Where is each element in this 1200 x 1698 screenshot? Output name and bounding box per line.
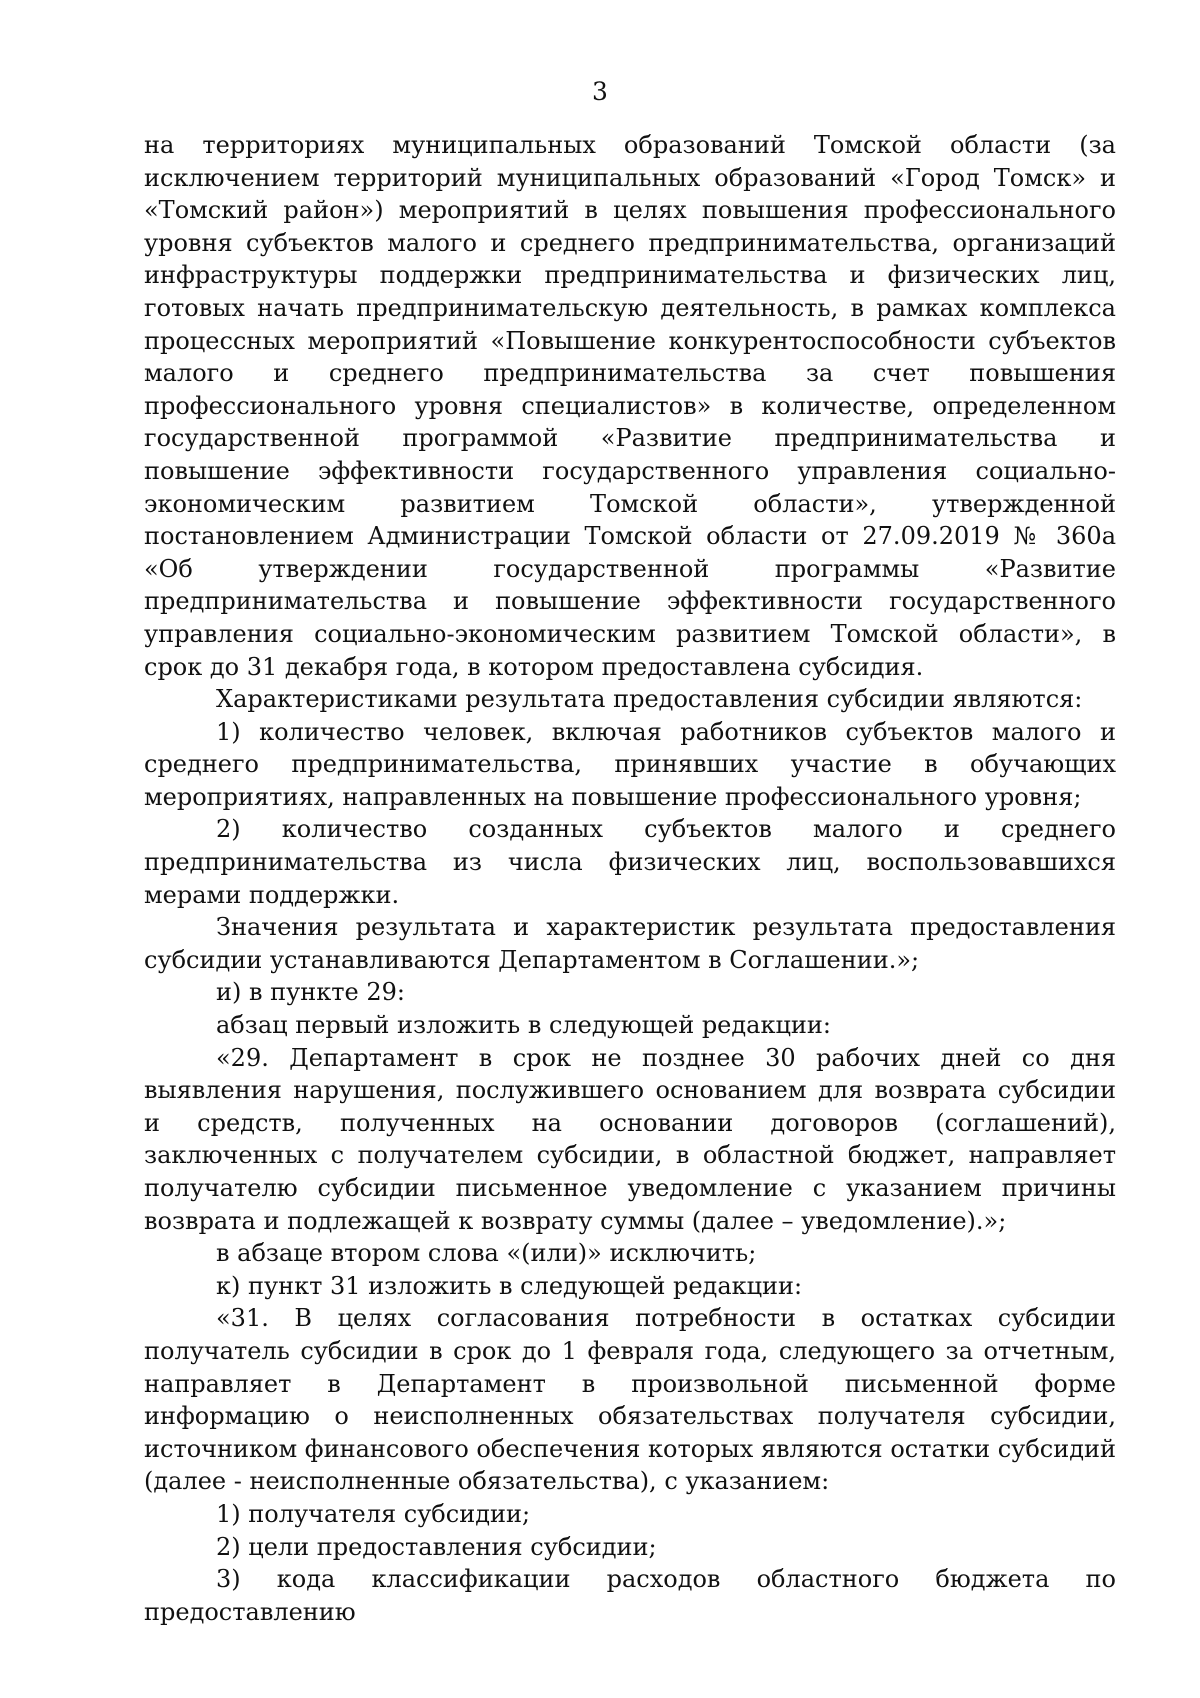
- paragraph-second-abzac: в абзаце втором слова «(или)» исключить;: [216, 1239, 757, 1268]
- paragraph-list-3: 3) кода классификации расходов областного бюджета по предоставлению: [144, 1565, 1116, 1626]
- paragraph-values: Значения результата и характеристик результата предоставления субсидии устанавливаются Департаментом в Соглашении.»;: [144, 913, 1116, 974]
- paragraph-characteristics-intro: Характеристиками результата предоставления субсидии являются:: [216, 685, 1083, 714]
- paragraph-item-i: и) в пункте 29:: [216, 978, 405, 1007]
- paragraph-continuation: на территориях муниципальных образований Томской области (за исключением территорий муниципальных образований «Город Томск» и «Томский район») мероприятий в целях повышения профессионального уровня субъектов малого и среднего предпринимательства, организаций инфраструктуры поддержки предпринимательства и физических лиц, готовых начать предпринимательскую деятельность, в рамках комплекса процессных мероприятий «Повышение конкурентоспособности субъектов малого и среднего предпринимательства за счет повышения профессионального уровня специалистов» в количестве, определенном государственной программой «Развитие предпринимательства и повышение эффективности государственного управления социально-экономическим развитием Томской области», утвержденной постановлением Администрации Томской области от 27.09.2019 № 360а «Об утверждении государственной программы «Развитие предпринимательства и повышение эффективности государственного управления социально-экономическим развитием Томской области», в срок до 31 декабря года, в котором предоставлена субсидия.: [144, 131, 1116, 681]
- paragraph-list-1: 1) получателя субсидии;: [216, 1499, 531, 1528]
- paragraph-item-29: «29. Департамент в срок не позднее 30 рабочих дней со дня выявления нарушения, послужившего основанием для возврата субсидии и средств, полученных на основании договоров (соглашений), заключенных с получателем субсидии, в областной бюджет, направляет получателю субсидии письменное уведомление с указанием причины возврата и подлежащей к возврату суммы (далее – уведомление).»;: [144, 1043, 1116, 1235]
- paragraph-characteristic-1: 1) количество человек, включая работников субъектов малого и среднего предпринимательства, принявших участие в обучающих мероприятиях, направленных на повышение профессионального уровня;: [144, 717, 1116, 811]
- paragraph-first-abzac: абзац первый изложить в следующей редакции:: [216, 1011, 831, 1040]
- document-body: [144, 129, 1116, 1628]
- page-number: 3: [592, 77, 608, 106]
- paragraph-list-2: 2) цели предоставления субсидии;: [216, 1532, 657, 1561]
- paragraph-item-k: к) пункт 31 изложить в следующей редакции:: [216, 1271, 803, 1300]
- paragraph-item-31: «31. В целях согласования потребности в остатках субсидии получатель субсидии в срок до 1 февраля года, следующего за отчетным, направляет в Департамент в произвольной письменной форме информацию о неисполненных обязательствах получателя субсидии, источником финансового обеспечения которых являются остатки субсидий (далее - неисполненные обязательства), с указанием:: [144, 1304, 1116, 1496]
- paragraph-characteristic-2: 2) количество созданных субъектов малого и среднего предпринимательства из числа физических лиц, воспользовавшихся мерами поддержки.: [144, 815, 1116, 909]
